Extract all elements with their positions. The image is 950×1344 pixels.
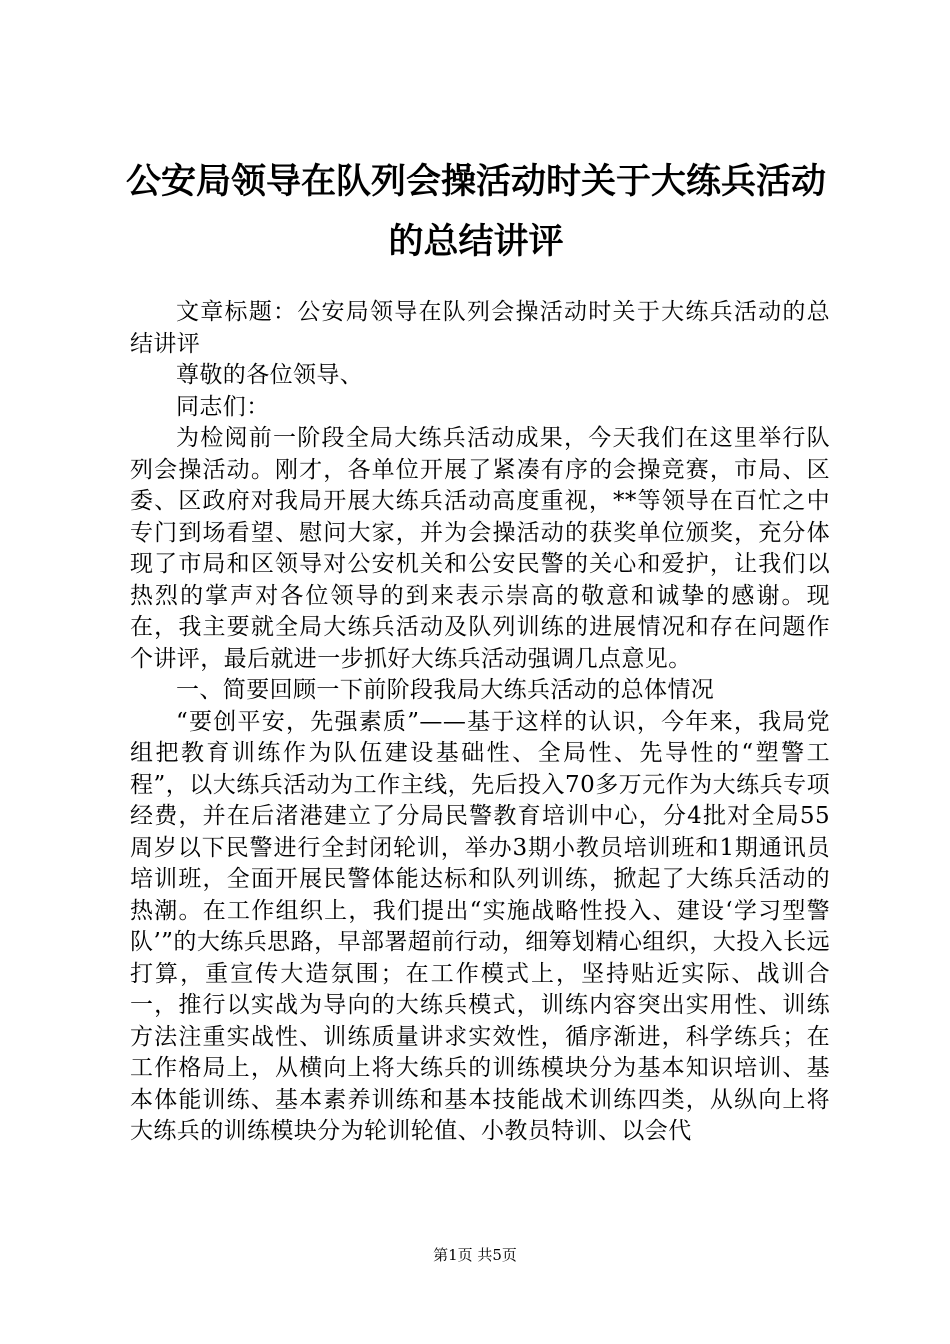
document-title: 公安局领导在队列会操活动时关于大练兵活动的总结讲评 <box>125 162 826 262</box>
opening-paragraph: 为检阅前一阶段全局大练兵活动成果，今天我们在这里举行队列会操活动。刚才，各单位开展了紧凑有序的会操竞赛，市局、区委、区政府对我局开展大练兵活动高度重视，**等领导在百忙之中专门到场看望、慰问大家，并为会操活动的获奖单位颁奖，充分体现了市局和区领导对公安机关和公安民警的关心和爱护，让我们以热烈的掌声对各位领导的到来表示崇高的敬意和诚挚的感谢。现在，我主要就全局大练兵活动及队列训练的进展情况和存在问题作个讲评，最后就进一步抓好大练兵活动强调几点意见。 <box>130 425 830 672</box>
section-1-paragraph: “要创平安，先强素质”——基于这样的认识，今年来，我局党组把教育训练作为队伍建设基础性、全局性、先导性的“塑警工程”，以大练兵活动为工作主线，先后投入70多万元作为大练兵专项经费，并在后渚港建立了分局民警教育培训中心，分4批对全局55周岁以下民警进行全封闭轮训，举办3期小教员培训班和1期通讯员培训班，全面开展民警体能达标和队列训练，掀起了大练兵活动的热潮。在工作组织上，我们提出“实施战略性投入、建设‘学习型警队’”的大练兵思路，早部署超前行动，细筹划精心组织，大投入长远打算，重宣传大造氛围；在工作模式上，坚持贴近实际、战训合一，推行以实战为导向的大练兵模式，训练内容突出实用性、训练方法注重实战性、训练质量讲求实效性，循序渐进，科学练兵；在工作格局上，从横向上将大练兵的训练模块分为基本知识培训、基本体能训练、基本素养训练和基本技能战术训练四类，从纵向上将大练兵的训练模块分为轮训轮值、小教员特训、以会代 <box>130 708 830 1144</box>
section-heading-1: 一、简要回顾一下前阶段我局大练兵活动的总体情况 <box>176 677 715 703</box>
article-title-line: 文章标题：公安局领导在队列会操活动时关于大练兵活动的总结讲评 <box>130 299 830 357</box>
salutation-comrades: 同志们： <box>176 393 270 420</box>
document-body <box>130 297 830 1148</box>
salutation-leaders: 尊敬的各位领导、 <box>176 362 364 388</box>
page-footer: 第1页 共5页 <box>433 1246 517 1264</box>
